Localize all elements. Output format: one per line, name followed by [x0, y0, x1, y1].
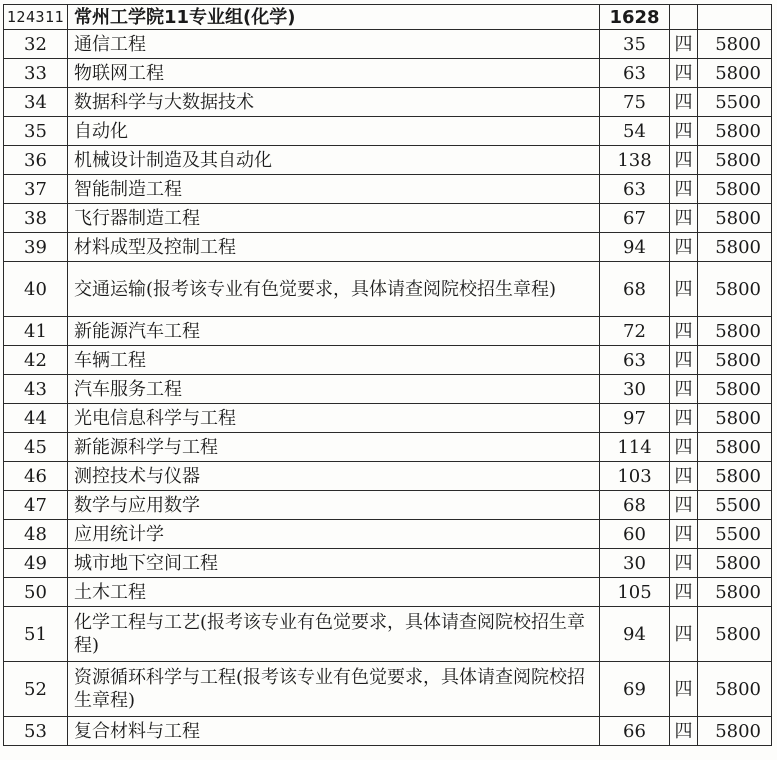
table-row [4, 404, 772, 433]
plan-count: 30 [600, 375, 670, 404]
tuition-fee: 5800 [698, 30, 772, 59]
major-name: 自动化 [68, 117, 600, 146]
table-row [4, 433, 772, 462]
table-row [4, 30, 772, 59]
study-years: 四 [670, 204, 698, 233]
study-years: 四 [670, 346, 698, 375]
major-code: 36 [4, 146, 68, 175]
study-years: 四 [670, 549, 698, 578]
major-code: 32 [4, 30, 68, 59]
major-name: 汽车服务工程 [68, 375, 600, 404]
study-years: 四 [670, 607, 698, 662]
tuition-fee: 5800 [698, 175, 772, 204]
group-code: 124311 [4, 5, 68, 30]
tuition-fee: 5800 [698, 578, 772, 607]
major-code: 50 [4, 578, 68, 607]
table-row [4, 317, 772, 346]
major-name: 新能源科学与工程 [68, 433, 600, 462]
major-name: 交通运输(报考该专业有色觉要求，具体请查阅院校招生章程) [68, 262, 600, 317]
major-code: 33 [4, 59, 68, 88]
tuition-fee: 5800 [698, 317, 772, 346]
plan-count: 94 [600, 233, 670, 262]
major-name: 智能制造工程 [68, 175, 600, 204]
table-row [4, 520, 772, 549]
major-name: 物联网工程 [68, 59, 600, 88]
tuition-fee: 5800 [698, 433, 772, 462]
major-name: 车辆工程 [68, 346, 600, 375]
plan-count: 63 [600, 175, 670, 204]
major-name: 飞行器制造工程 [68, 204, 600, 233]
group-name: 常州工学院11专业组(化学) [68, 5, 600, 30]
major-name: 资源循环科学与工程(报考该专业有色觉要求，具体请查阅院校招生章程) [68, 662, 600, 717]
major-code: 47 [4, 491, 68, 520]
tuition-fee: 5800 [698, 346, 772, 375]
tuition-fee: 5800 [698, 662, 772, 717]
study-years: 四 [670, 462, 698, 491]
major-name: 光电信息科学与工程 [68, 404, 600, 433]
major-name: 应用统计学 [68, 520, 600, 549]
major-code: 40 [4, 262, 68, 317]
plan-count: 68 [600, 262, 670, 317]
group-total: 1628 [600, 5, 670, 30]
major-code: 44 [4, 404, 68, 433]
table-row [4, 375, 772, 404]
tuition-fee: 5800 [698, 117, 772, 146]
study-years: 四 [670, 404, 698, 433]
major-code: 51 [4, 607, 68, 662]
tuition-fee: 5800 [698, 375, 772, 404]
plan-count: 138 [600, 146, 670, 175]
table-row [4, 491, 772, 520]
major-code: 37 [4, 175, 68, 204]
group-header-row [4, 5, 772, 30]
plan-count: 35 [600, 30, 670, 59]
tuition-fee: 5800 [698, 59, 772, 88]
major-code: 35 [4, 117, 68, 146]
plan-count: 67 [600, 204, 670, 233]
major-name: 新能源汽车工程 [68, 317, 600, 346]
major-code: 41 [4, 317, 68, 346]
table-row [4, 88, 772, 117]
study-years: 四 [670, 175, 698, 204]
study-years: 四 [670, 146, 698, 175]
study-years: 四 [670, 520, 698, 549]
study-years: 四 [670, 233, 698, 262]
table-row [4, 59, 772, 88]
plan-count: 103 [600, 462, 670, 491]
plan-count: 66 [600, 717, 670, 746]
major-name: 机械设计制造及其自动化 [68, 146, 600, 175]
major-name: 数学与应用数学 [68, 491, 600, 520]
tuition-fee: 5500 [698, 520, 772, 549]
table-body [4, 5, 772, 746]
table-row [4, 607, 772, 662]
study-years: 四 [670, 375, 698, 404]
major-code: 42 [4, 346, 68, 375]
major-name: 数据科学与大数据技术 [68, 88, 600, 117]
major-name: 测控技术与仪器 [68, 462, 600, 491]
group-years [670, 5, 698, 30]
study-years: 四 [670, 30, 698, 59]
major-code: 39 [4, 233, 68, 262]
major-code: 49 [4, 549, 68, 578]
study-years: 四 [670, 262, 698, 317]
plan-count: 72 [600, 317, 670, 346]
major-code: 34 [4, 88, 68, 117]
tuition-fee: 5800 [698, 462, 772, 491]
tuition-fee: 5800 [698, 717, 772, 746]
table-row [4, 462, 772, 491]
plan-count: 114 [600, 433, 670, 462]
major-name: 土木工程 [68, 578, 600, 607]
major-code: 46 [4, 462, 68, 491]
group-fee [698, 5, 772, 30]
tuition-fee: 5800 [698, 233, 772, 262]
study-years: 四 [670, 433, 698, 462]
tuition-fee: 5800 [698, 549, 772, 578]
table-row [4, 117, 772, 146]
table-row [4, 146, 772, 175]
table-row [4, 578, 772, 607]
major-code: 52 [4, 662, 68, 717]
tuition-fee: 5800 [698, 607, 772, 662]
tuition-fee: 5500 [698, 88, 772, 117]
tuition-fee: 5800 [698, 404, 772, 433]
study-years: 四 [670, 59, 698, 88]
tuition-fee: 5500 [698, 491, 772, 520]
study-years: 四 [670, 578, 698, 607]
plan-count: 69 [600, 662, 670, 717]
study-years: 四 [670, 317, 698, 346]
tuition-fee: 5800 [698, 204, 772, 233]
plan-count: 63 [600, 59, 670, 88]
plan-count: 54 [600, 117, 670, 146]
tuition-fee: 5800 [698, 146, 772, 175]
plan-count: 30 [600, 549, 670, 578]
major-code: 43 [4, 375, 68, 404]
study-years: 四 [670, 117, 698, 146]
major-code: 48 [4, 520, 68, 549]
table-row [4, 549, 772, 578]
table-row [4, 262, 772, 317]
plan-count: 105 [600, 578, 670, 607]
study-years: 四 [670, 717, 698, 746]
enrollment-plan-table [3, 4, 772, 746]
study-years: 四 [670, 491, 698, 520]
study-years: 四 [670, 88, 698, 117]
plan-count: 94 [600, 607, 670, 662]
major-name: 化学工程与工艺(报考该专业有色觉要求，具体请查阅院校招生章程) [68, 607, 600, 662]
plan-count: 68 [600, 491, 670, 520]
plan-count: 75 [600, 88, 670, 117]
major-name: 复合材料与工程 [68, 717, 600, 746]
plan-count: 63 [600, 346, 670, 375]
table-row [4, 346, 772, 375]
table-row [4, 175, 772, 204]
major-code: 45 [4, 433, 68, 462]
plan-count: 97 [600, 404, 670, 433]
table-row [4, 204, 772, 233]
table-row [4, 233, 772, 262]
tuition-fee: 5800 [698, 262, 772, 317]
table-row [4, 662, 772, 717]
table-row [4, 717, 772, 746]
major-name: 通信工程 [68, 30, 600, 59]
major-name: 材料成型及控制工程 [68, 233, 600, 262]
major-code: 53 [4, 717, 68, 746]
plan-count: 60 [600, 520, 670, 549]
major-name: 城市地下空间工程 [68, 549, 600, 578]
study-years: 四 [670, 662, 698, 717]
major-code: 38 [4, 204, 68, 233]
